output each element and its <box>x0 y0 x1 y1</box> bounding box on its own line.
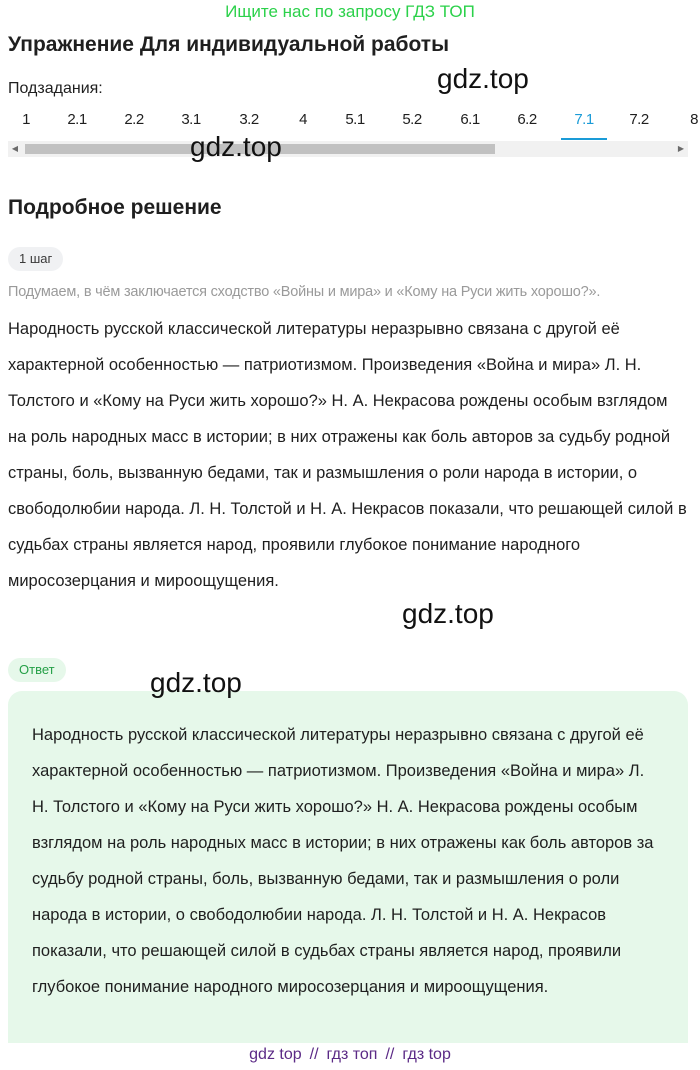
solution-text: Народность русской классической литературы неразрывно связана с другой её характерной особенностью — патриотизмом. Произведения «Война и мира» Л. Н. Толстого и «Кому на Руси жить хорошо?» Н. А. Некрасова рождены особым взглядом на роль народных масс в истории; в них отражены как боль авторов за судьбу родной страны, боль, вызванную бедами, так и размышления о роли народа в истории, о свободолюбии народа. Л. Н. Толстой и Н. А. Некрасов показали, что решающей силой в судьбах страны является народ, проявили глубокое понимание народного миросозерцания и мироощущения. <box>8 320 687 590</box>
subtask-tab-1[interactable]: 1 <box>22 111 30 128</box>
step-badge: 1 шаг <box>8 247 63 271</box>
subtask-tab-7-2[interactable]: 7.2 <box>629 111 649 128</box>
footer-links <box>0 1045 700 1065</box>
active-tab-indicator <box>561 138 607 140</box>
subtasks-label: Подзадания: <box>8 80 103 97</box>
answer-text: Народность русской классической литературы неразрывно связана с другой её характерной особенностью — патриотизмом. Произведения «Война и мира» Л. Н. Толстого и «Кому на Руси жить хорошо?» Н. А. Некрасова рождены особым взглядом на роль народных масс в истории; в них отражены как боль авторов за судьбу родной страны, боль, вызванную бедами, так и размышления о роли народа в истории, о свободолюбии народа. Л. Н. Толстой и Н. А. Некрасов показали, что решающей силой в судьбах страны является народ, проявили глубокое понимание народного миросозерцания и мироощущения. <box>32 726 654 996</box>
search-banner-link[interactable]: Ищите нас по запросу ГДЗ ТОП <box>225 2 475 21</box>
step-hint: Подумаем, в чём заключается сходство «Войны и мира» и «Кому на Руси жить хорошо?». <box>8 284 601 300</box>
subtasks-tab-bar <box>0 104 700 144</box>
exercise-title: Упражнение Для индивидуальной работы <box>8 33 450 56</box>
subtask-tab-2-2[interactable]: 2.2 <box>124 111 144 128</box>
subtask-tab-3-1[interactable]: 3.1 <box>181 111 201 128</box>
subtask-tab-8[interactable]: 8 <box>690 111 698 128</box>
solution-title: Подробное решение <box>8 196 222 219</box>
subtask-tab-4[interactable]: 4 <box>299 111 307 128</box>
watermark: gdz.top <box>402 598 494 629</box>
scroll-right-icon[interactable]: ▶ <box>677 144 685 153</box>
subtask-tab-2-1[interactable]: 2.1 <box>67 111 87 128</box>
watermark: gdz.top <box>150 667 242 698</box>
answer-box <box>8 691 688 1043</box>
footer-separator: // <box>309 1046 319 1063</box>
footer-link-gdz-top-ru[interactable]: гдз топ <box>326 1046 378 1063</box>
horizontal-scrollbar[interactable] <box>8 141 688 157</box>
scroll-left-icon[interactable]: ◀ <box>11 144 19 153</box>
subtask-tab-7-1[interactable]: 7.1 <box>574 111 594 128</box>
watermark: gdz.top <box>190 131 282 162</box>
watermark: gdz.top <box>437 63 529 94</box>
answer-badge: Ответ <box>8 658 66 682</box>
subtask-tab-5-2[interactable]: 5.2 <box>402 111 422 128</box>
footer-link-gdz-top[interactable]: gdz top <box>249 1046 302 1063</box>
subtask-tab-6-2[interactable]: 6.2 <box>517 111 537 128</box>
subtask-tab-5-1[interactable]: 5.1 <box>345 111 365 128</box>
subtask-tab-6-1[interactable]: 6.1 <box>460 111 480 128</box>
footer-separator: // <box>385 1046 395 1063</box>
footer-link-gdz-top-mixed[interactable]: гдз top <box>402 1046 451 1063</box>
subtask-tab-3-2[interactable]: 3.2 <box>239 111 259 128</box>
